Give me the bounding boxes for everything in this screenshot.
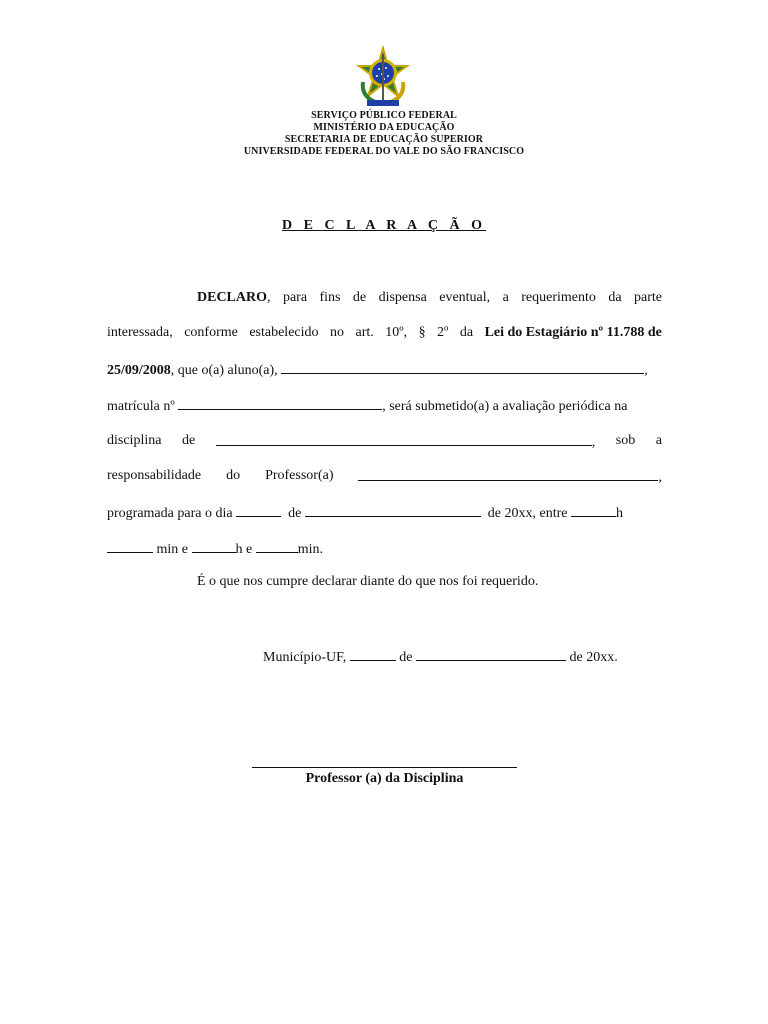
end-hour-field[interactable]: [192, 538, 236, 553]
discipline-field[interactable]: [216, 431, 592, 446]
paragraph-line-3: 25/09/2008, que o(a) aluno(a), ,: [107, 359, 662, 379]
header-line-4: UNIVERSIDADE FEDERAL DO VALE DO SÃO FRANCISCO: [243, 146, 525, 157]
paragraph-line-4: matrícula nº , será submetido(a) a avaliação periódica na: [107, 395, 662, 415]
day-field[interactable]: [236, 502, 281, 517]
paragraph-line-8: min e h e min.: [107, 538, 662, 558]
institution-header: [0, 110, 768, 158]
closing-statement: É o que nos cumpre declarar diante do que nos foi requerido.: [197, 574, 539, 589]
start-minute-field[interactable]: [107, 538, 153, 553]
professor-name-field[interactable]: [358, 466, 658, 481]
paragraph-line-2: interessada, conforme estabelecido no art. 10º, § 2º da Lei do Estagiário nº 11.788 de: [107, 323, 662, 343]
header-line-2: MINISTÉRIO DA EDUCAÇÃO: [313, 122, 455, 133]
enrollment-number-field[interactable]: [178, 395, 382, 410]
end-minute-field[interactable]: [256, 538, 298, 553]
signature-caption: Professor (a) da Disciplina: [305, 771, 464, 786]
law-reference: Lei do Estagiário nº 11.788 de: [484, 325, 662, 340]
paragraph-line-1: DECLARO, para fins de dispensa eventual, a requerimento da parte: [197, 290, 662, 305]
brazil-coat-of-arms-icon: [355, 46, 411, 108]
paragraph-line-6: responsabilidade do Professor(a) ,: [107, 468, 662, 485]
place-date-line: Município-UF, de de 20xx.: [263, 646, 618, 666]
month-field[interactable]: [305, 502, 481, 517]
law-date: 25/09/2008: [107, 363, 171, 378]
start-hour-field[interactable]: [571, 502, 616, 517]
header-line-1: SERVIÇO PÚBLICO FEDERAL: [311, 110, 457, 121]
sign-day-field[interactable]: [350, 646, 396, 661]
header-line-3: SECRETARIA DE EDUCAÇÃO SUPERIOR: [284, 134, 484, 145]
signature-line[interactable]: [252, 767, 517, 768]
paragraph-line-5: disciplina de , sob a: [107, 433, 662, 450]
declaro-word: DECLARO: [197, 290, 268, 305]
document-title: D E C L A R A Ç Ã O: [282, 218, 486, 233]
paragraph-line-7: programada para o dia de de 20xx, entre h: [107, 502, 662, 522]
student-name-field[interactable]: [281, 359, 644, 374]
sign-month-field[interactable]: [416, 646, 566, 661]
